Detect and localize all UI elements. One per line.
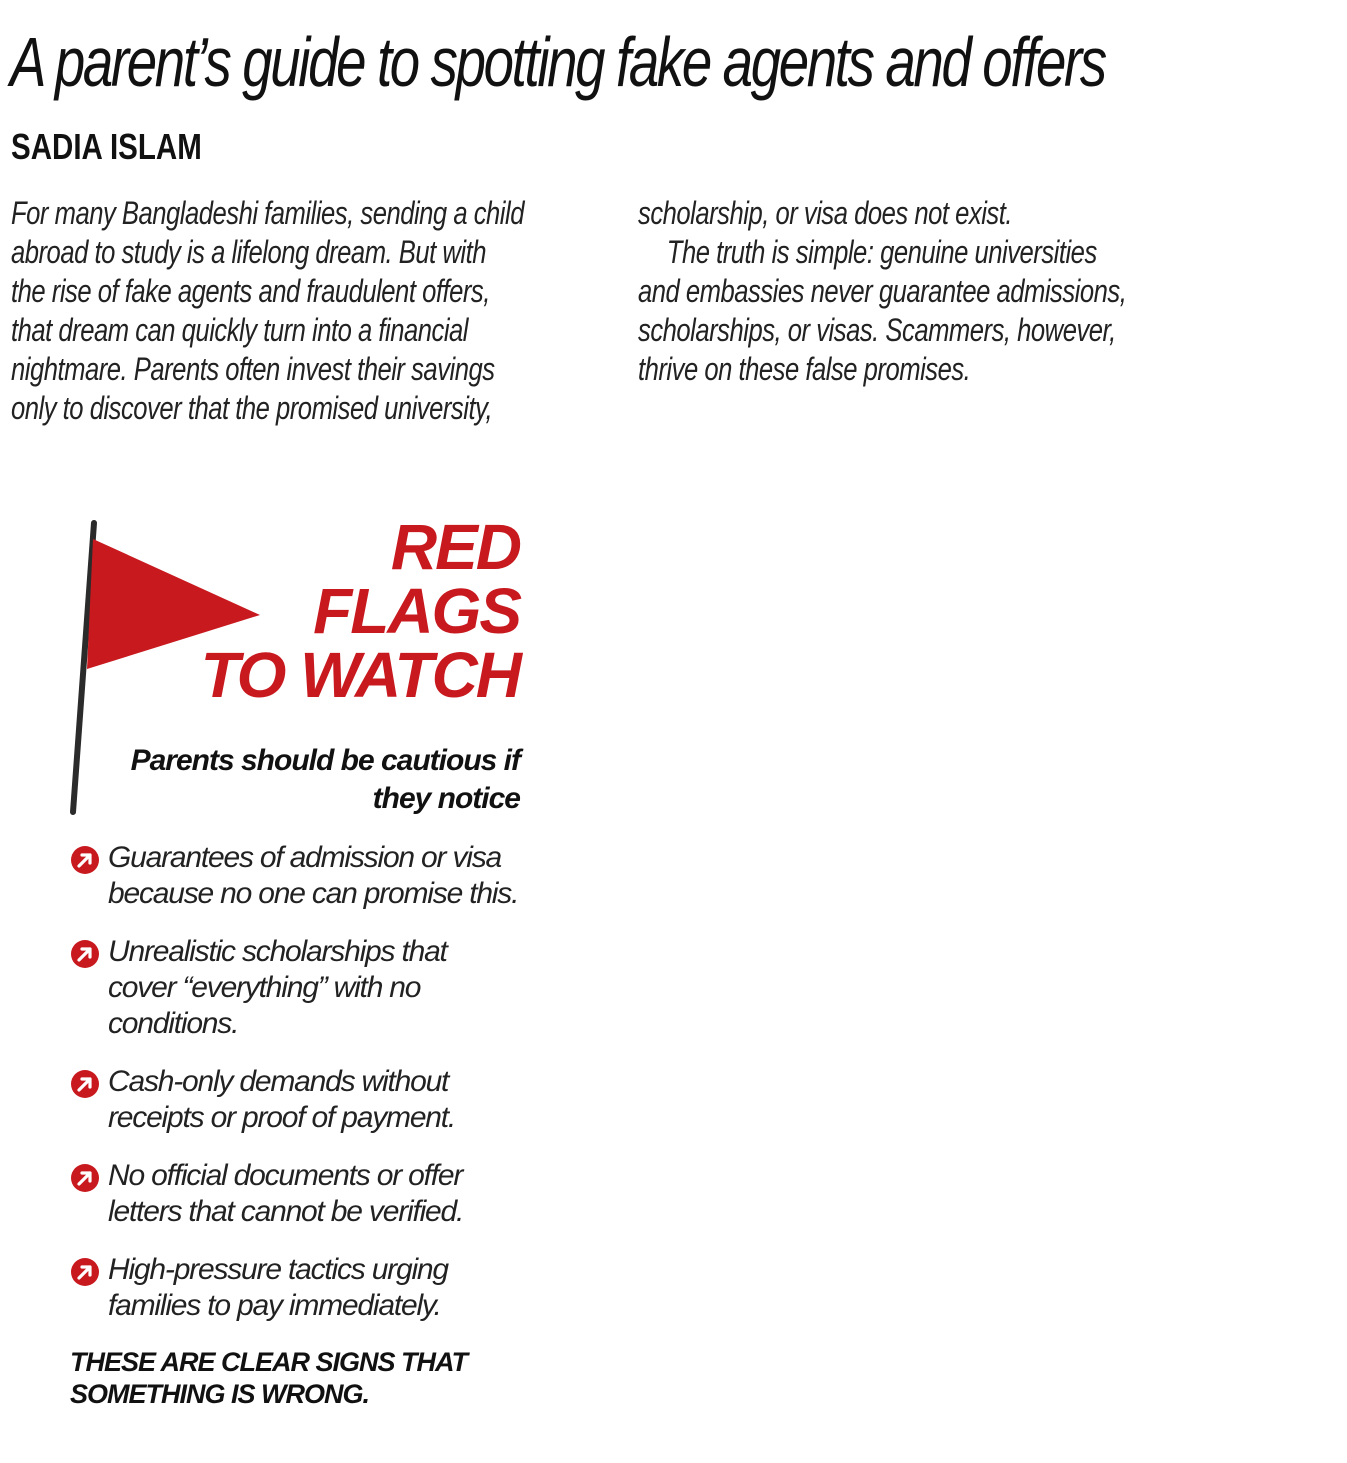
body-line: For many Bangladeshi families, sending a child xyxy=(11,195,524,231)
list-item xyxy=(70,934,540,1042)
red-flags-title-line: RED xyxy=(390,511,520,583)
arrow-circle-icon xyxy=(70,1257,100,1287)
list-item-text: Unrealistic scholarships that xyxy=(108,935,447,968)
body-line: only to discover that the promised university, xyxy=(11,390,493,426)
list-item xyxy=(70,1064,540,1136)
red-flags-title-line: FLAGS xyxy=(313,575,520,647)
list-item-text: letters that cannot be verified. xyxy=(108,1195,464,1228)
red-flags-title-line: TO WATCH xyxy=(200,639,520,711)
body-line: scholarship, or visa does not exist. xyxy=(638,195,1013,231)
list-item-text: because no one can promise this. xyxy=(108,877,519,910)
red-flags-footer-line: THESE ARE CLEAR SIGNS THAT xyxy=(70,1347,468,1377)
arrow-circle-icon xyxy=(70,1069,100,1099)
arrow-circle-icon xyxy=(70,845,100,875)
arrow-circle-icon xyxy=(70,1163,100,1193)
red-flags-subtitle-line: they notice xyxy=(372,782,520,815)
list-item xyxy=(70,840,540,912)
red-flags-subtitle xyxy=(100,742,520,818)
body-line: nightmare. Parents often invest their savings xyxy=(11,351,495,387)
red-flags-title xyxy=(200,511,520,711)
arrow-circle-icon xyxy=(70,939,100,969)
list-item-text: No official documents or offer xyxy=(108,1159,463,1192)
list-item-text: Guarantees of admission or visa xyxy=(108,841,502,874)
red-flags-list xyxy=(70,840,540,1346)
body-line: that dream can quickly turn into a financial xyxy=(11,312,469,348)
list-item-text: High-pressure tactics urging xyxy=(108,1253,448,1286)
article-byline: SADIA ISLAM xyxy=(11,126,202,167)
list-item-text: families to pay immediately. xyxy=(108,1289,441,1322)
list-item-text: cover “everything” with no xyxy=(108,971,421,1004)
body-line: and embassies never guarantee admissions, xyxy=(638,273,1127,309)
red-flags-subtitle-line: Parents should be cautious if xyxy=(130,744,520,777)
body-line: scholarships, or visas. Scammers, however, xyxy=(638,312,1116,348)
body-line: the rise of fake agents and fraudulent offers, xyxy=(11,273,490,309)
list-item xyxy=(70,1252,540,1324)
body-column-2 xyxy=(638,194,1126,389)
red-flags-footer-line: SOMETHING IS WRONG. xyxy=(70,1379,370,1409)
list-item-text: conditions. xyxy=(108,1007,239,1040)
body-line: The truth is simple: genuine universities xyxy=(666,234,1097,270)
body-line: abroad to study is a lifelong dream. But with xyxy=(11,234,487,270)
red-flags-footer xyxy=(70,1346,530,1410)
list-item-text: Cash-only demands without xyxy=(108,1065,449,1098)
body-line: thrive on these false promises. xyxy=(638,351,971,387)
article-headline: A parent’s guide to spotting fake agents and offers xyxy=(10,23,1105,101)
list-item xyxy=(70,1158,540,1230)
list-item-text: receipts or proof of payment. xyxy=(108,1101,456,1134)
body-column-1 xyxy=(11,194,524,428)
